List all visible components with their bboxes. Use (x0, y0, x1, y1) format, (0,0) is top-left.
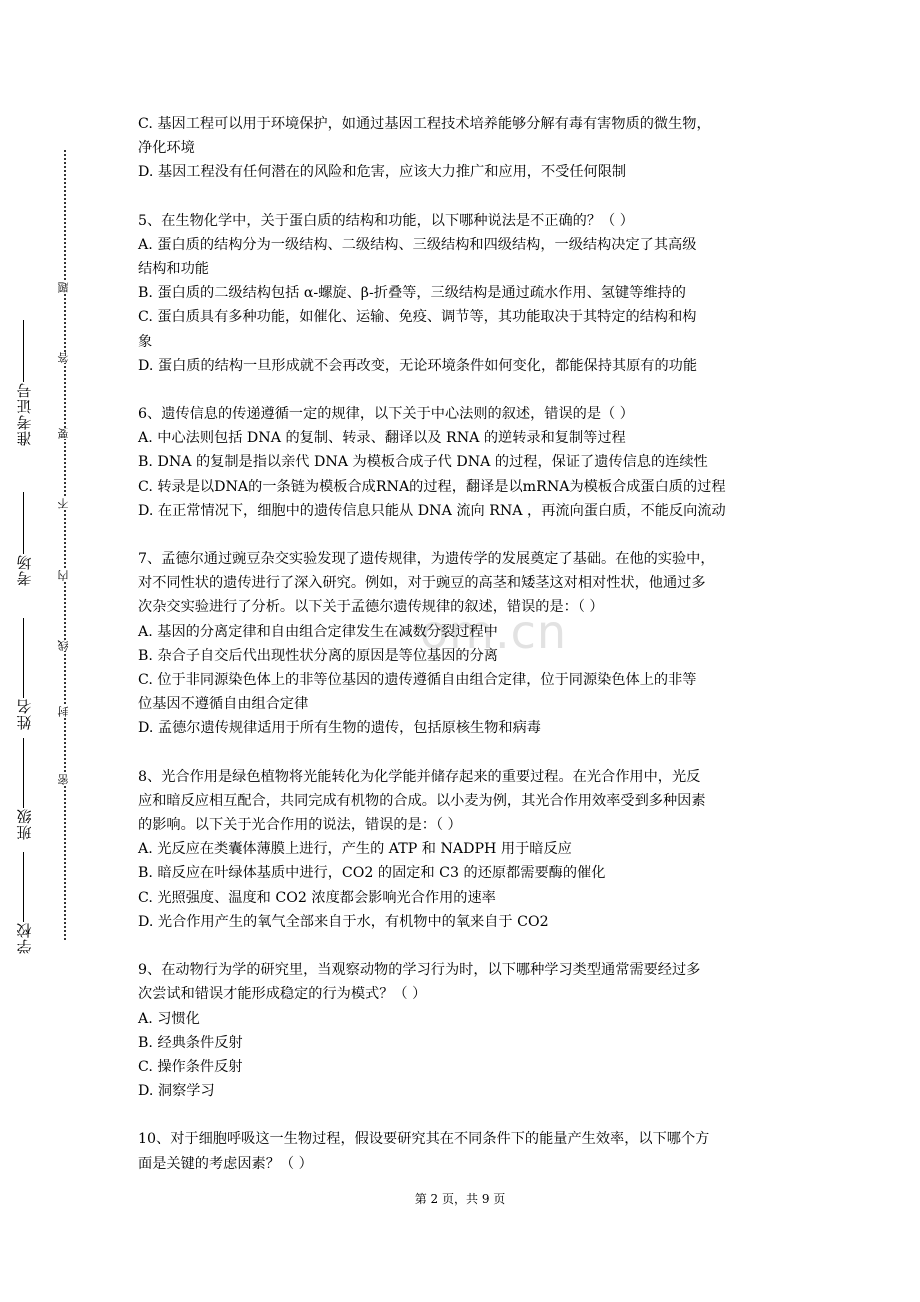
exam-id-label: 准考证号 (15, 382, 34, 446)
seal-char: 题 (56, 282, 74, 293)
name-label: 姓名 (15, 698, 34, 730)
option-line: A. 习惯化 (138, 1010, 200, 1027)
seal-dotted-line (64, 150, 86, 940)
question-stem: 5、在生物化学中，关于蛋白质的结构和功能，以下哪种说法是不正确的？（ ） (138, 212, 634, 229)
question-7 (138, 547, 788, 741)
seal-char: 要 (56, 428, 74, 439)
seal-char: 不 (56, 498, 74, 509)
option-line: D. 蛋白质的结构一旦形成就不会再改变，无论环境条件如何变化，都能保持其原有的功能 (138, 357, 698, 374)
exam-room-blank[interactable] (24, 492, 25, 554)
question-4-tail (138, 112, 788, 185)
binding-margin (0, 140, 90, 960)
name-field (8, 618, 40, 730)
option-line: C. 蛋白质具有多种功能，如催化、运输、免疫、调节等，其功能取决于其特定的结构和构 (138, 309, 697, 326)
seal-char: 答 (56, 352, 74, 363)
class-field (8, 738, 40, 840)
question-stem: 9、在动物行为学的研究里，当观察动物的学习行为时，以下哪种学习类型通常需要经过多 (138, 962, 701, 979)
school-blank[interactable] (24, 852, 25, 922)
question-stem: 8、光合作用是绿色植物将光能转化为化学能并储存起来的重要过程。在光合作用中，光反 (138, 768, 701, 785)
question-9 (138, 958, 788, 1103)
option-line: C. 转录是以DNA的一条链为模板合成RNA的过程，翻译是以mRNA为模板合成蛋白质的过程 (138, 478, 726, 495)
option-line: B. 蛋白质的二级结构包括 α-螺旋、β-折叠等，三级结构是通过疏水作用、氢键等维持的 (138, 285, 686, 302)
option-line: 象 (138, 333, 153, 350)
option-line: A. 蛋白质的结构分为一级结构、二级结构、三级结构和四级结构，一级结构决定了其高级 (138, 236, 697, 253)
exam-room-field (8, 492, 40, 586)
option-line: 结构和功能 (138, 261, 209, 278)
question-content (138, 112, 788, 1176)
option-line: A. 基因的分离定律和自由组合定律发生在减数分裂过程中 (138, 623, 498, 640)
question-10 (138, 1127, 788, 1175)
question-stem: 次杂交实验进行了分析。以下关于孟德尔遗传规律的叙述，错误的是：（ ） (138, 599, 604, 616)
class-label: 班级 (15, 808, 34, 840)
option-line: C. 光照强度、温度和 CO2 浓度都会影响光合作用的速率 (138, 889, 496, 906)
option-line: A. 中心法则包括 DNA 的复制、转录、翻译以及 RNA 的逆转录和复制等过程 (138, 430, 626, 447)
option-line: B. 经典条件反射 (138, 1034, 243, 1051)
question-stem: 6、遗传信息的传递遵循一定的规律，以下关于中心法则的叙述，错误的是（ ） (138, 406, 634, 423)
question-stem: 对不同性状的遗传进行了深入研究。例如，对于豌豆的高茎和矮茎这对相对性状，他通过多 (138, 575, 706, 592)
page-footer: 第 2 页，共 9 页 (414, 1192, 506, 1206)
option-line: D. 光合作用产生的氧气全部来自于水，有机物中的氧来自于 CO2 (138, 913, 549, 930)
seal-char: 封 (56, 706, 74, 717)
seal-char: 线 (56, 640, 74, 651)
option-line: B. DNA 的复制是指以亲代 DNA 为模板合成子代 DNA 的过程，保证了遗传信息的连续性 (138, 454, 708, 471)
option-line: D. 孟德尔遗传规律适用于所有生物的遗传，包括原核生物和病毒 (138, 720, 541, 737)
seal-char: 密 (56, 774, 74, 785)
question-5 (138, 209, 788, 378)
question-8 (138, 765, 788, 934)
option-line: 净化环境 (138, 140, 195, 157)
question-stem: 应和暗反应相互配合，共同完成有机物的合成。以小麦为例，其光合作用效率受到多种因素 (138, 792, 706, 809)
question-stem: 次尝试和错误才能形成稳定的行为模式？（ ） (138, 986, 427, 1003)
seal-char: 内 (56, 570, 74, 581)
exam-id-blank[interactable] (24, 320, 25, 382)
option-line: D. 在正常情况下，细胞中的遗传信息只能从 DNA 流向 RNA ，再流向蛋白质，不能反向流动 (138, 502, 726, 519)
question-stem: 10、对于细胞呼吸这一生物过程，假设要研究其在不同条件下的能量产生效率，以下哪个方 (138, 1131, 710, 1148)
option-line: D. 基因工程没有任何潜在的风险和危害，应该大力推广和应用，不受任何限制 (138, 164, 627, 181)
exam-room-label: 考场 (15, 554, 34, 586)
watermark: om.cn (420, 605, 568, 659)
school-label: 学校 (15, 922, 34, 954)
option-line: C. 位于非同源染色体上的非等位基因的遗传遵循自由组合定律，位于同源染色体上的非等 (138, 672, 697, 689)
option-line: C. 基因工程可以用于环境保护，如通过基因工程技术培养能够分解有毒有害物质的微生物， (138, 116, 711, 132)
exam-id-field (8, 320, 40, 446)
school-field (8, 852, 40, 954)
option-line: 位基因不遵循自由组合定律 (138, 696, 309, 713)
question-6 (138, 402, 788, 523)
option-line: D. 洞察学习 (138, 1083, 215, 1100)
option-line: B. 暗反应在叶绿体基质中进行，CO2 的固定和 C3 的还原都需要酶的催化 (138, 865, 606, 882)
option-line: C. 操作条件反射 (138, 1058, 243, 1075)
option-line: A. 光反应在类囊体薄膜上进行，产生的 ATP 和 NADPH 用于暗反应 (138, 841, 572, 858)
class-blank[interactable] (24, 738, 25, 808)
question-stem: 7、孟德尔通过豌豆杂交实验发现了遗传规律，为遗传学的发展奠定了基础。在他的实验中， (138, 551, 715, 568)
question-stem: 面是关键的考虑因素？（ ） (138, 1155, 313, 1172)
name-blank[interactable] (24, 618, 25, 698)
question-stem: 的影响。以下关于光合作用的说法，错误的是：（ ） (138, 817, 462, 834)
option-line: B. 杂合子自交后代出现性状分离的原因是等位基因的分离 (138, 647, 498, 664)
